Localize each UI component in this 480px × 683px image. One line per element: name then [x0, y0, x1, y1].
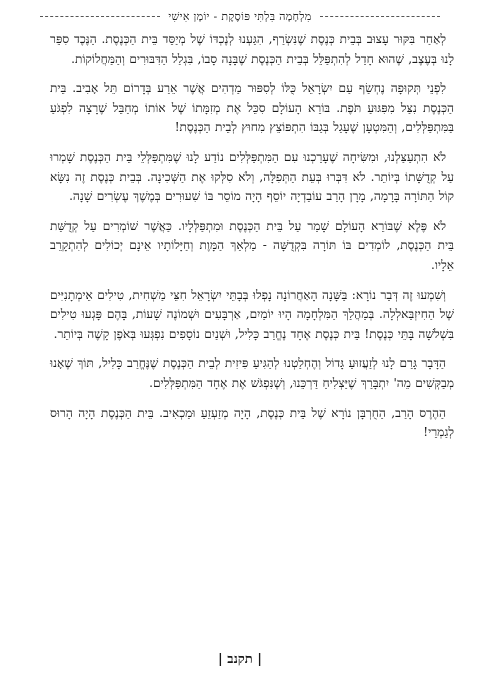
paragraph-6: הַדָּבָר גָּרַם לָנוּ לְזַעֲזוּעַ גָּדוֹל וְהֶחְלַטְנוּ לְהַגִּיעַ פִּיזִית לְבֵית הַכְּנֶסֶת שֶׁנֶּחֱרַב כָּלִיל, תּוֹךְ שֶׁאָנוּ מְבַקְּשִׁים מֵה' יִתְבָּרַךְ שֶׁיַּצְלִיחַ דַּרְכֵּנוּ, וְשֶׁנִּפְגֹּשׁ אֶת אֶחָד הַמִּתְפַּלְּלִים. — [50, 356, 454, 390]
paragraph-5: וְשִׁמְעוּ זֶה דְּבַר נוֹרָא: בַּשָּׁנָה הָאַחֲרוֹנָה נָפְלוּ בְּבָתֵּי יִשְׂרָאֵל חִצֵּי מַשְׁחִית, טִילִים אֵימְתָנִיִּים שֶׁל הַחִיזְבַּאלְלָה. בְּמַהֲלַךְ הַמִּלְחָמָה הָיוּ יוֹמַיִם, אַרְבָּעִים וּשְׁמוֹנֶה שָׁעוֹת, בָּהֶם פָּגְעוּ טִילִים בִּשְׁלֹשָׁה בָּתֵּי כְּנֶסֶת! בֵּית כְּנֶסֶת אֶחָד נֶחֱרַב כָּלִיל, וּשְׁנַיִם נוֹסָפִים נִפְגְּעוּ בְּאֹפֶן קָשֶׁה בְּיוֹתֵר. — [50, 287, 454, 341]
page-number: | תקנב | — [218, 652, 262, 667]
header-rule-right — [320, 16, 440, 17]
paragraph-3: לֹא הִתְעַצַּלְנוּ, וּמִשִּׂיחָה שֶׁעָרַכְנוּ עִם הַמִּתְפַּלְּלִים נוֹדַע לָנוּ שֶׁמִּתְפַּלְּלֵי בֵּית הַכְּנֶסֶת שָׁמְרוּ עַל קְדֻשָּׁתוֹ בְּיוֹתֵר. לֹא דִּבְּרוּ בְּעֵת הַתְּפִלָּה, וְלֹא סִלְּקוּ אֶת הַשְּׁכִינָה. בְּבֵית כְּנֶסֶת זֶה נִשָּׂא קוֹל הַתּוֹרָה בָּרָמָה, מָרָן הָרַב עוֹבַדְיָה יוֹסֵף הָיָה מוֹסֵר בּוֹ שִׁעוּרִים בְּמֶשֶׁךְ עֶשְׂרִים שָׁנָה. — [50, 149, 454, 204]
running-title: מִלְחָמָה בִּלְתִּי פּוֹסֶקֶת - יוֹמָן אִישִׁי — [168, 10, 312, 23]
header-rule-left — [40, 16, 160, 17]
paragraph-4: לֹא פֶּלֶא שֶׁבּוֹרֵא הָעוֹלָם שָׁמַר עַל בֵּית הַכְּנֶסֶת וּמִתְפַּלְּלָיו. כַּאֲשֶׁר שׁוֹמְרִים עַל קְדֻשַּׁת בֵּית הַכְּנֶסֶת, לוֹמְדִים בּוֹ תּוֹרָה בִּקְדֻשָּׁה - מַלְאַךְ הַמָּוֶת וְחַיָּלוֹתָיו אֵינָם יְכוֹלִים לְהִתְקָרֵב אֵלָיו. — [50, 218, 454, 272]
paragraph-7: הַהֶרֶס הָרַב, הַחֻרְבָּן נוֹרָא שֶׁל בֵּית כְּנֶסֶת, הָיָה מְזַעְזֵעַ וּמַכְאִיב. בֵּית הַכְּנֶסֶת הָיָה הָרוּס לְגַמְרֵי! — [50, 405, 454, 440]
paragraph-2: לִפְנֵי תְּקוּפָה נֶחְשַׂף עַם יִשְׂרָאֵל כֻּלּוֹ לְסִפּוּר מַדְהִים אֲשֶׁר אֵרַע בְּדָרוֹם תֵּל אָבִיב. בֵּית הַכְּנֶסֶת נִצַּל מִפִּגּוּעַ תֹּפֶת. בּוֹרֵא הָעוֹלָם סִכֵּל אֶת מְזִמָּתוֹ שֶׁל אוֹתוֹ מְחַבֵּל שֶׁרָצָה לִפְגֹּעַ בַּמִּתְפַּלְּלִים, וְהַמִּטְעָן שֶׁעָגַל בְּגַבּוֹ הִתְפּוֹצֵץ מִחוּץ לְבֵית הַכְּנֶסֶת! — [50, 81, 454, 135]
paragraph-1: לְאַחַר בִּקּוּר עָצוּב בְּבֵית כְּנֶסֶת שֶׁנִּשְׂרַף, הִגַּעְנוּ לְנֶכְדּוֹ שֶׁל מְיַסֵּד בֵּית הַכְּנֶסֶת. הַנֶּכֶד סִפֵּר לָנוּ בְּעֶצֶב, שֶׁהוּא חָדַל לְהִתְפַּלֵּל בְּבֵית הַכְּנֶסֶת שֶׁבָּנָה סָבוֹ, בִּגְלַל הַדִּבּוּרִים וְהַמַּחֲלוֹקוֹת. — [50, 32, 454, 66]
page-body — [50, 30, 454, 453]
running-header — [40, 10, 440, 23]
